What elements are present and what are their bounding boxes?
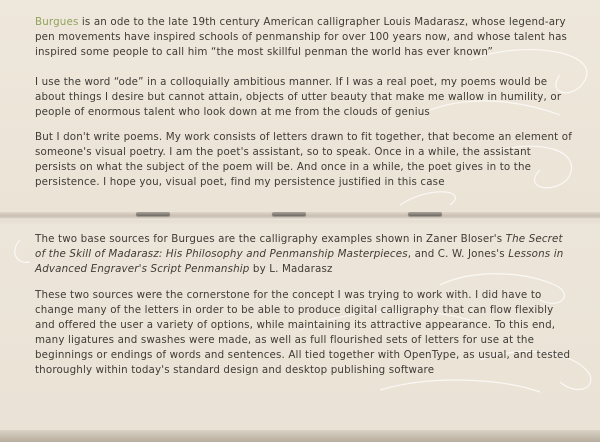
book-title: The Secret of the Skill of Madarasz: His Philosophy and Penmanship Masterpieces: [35, 233, 563, 260]
sources-text: The two base sources for Burgues are the calligraphy examples shown in Zaner Bloser's: [35, 233, 506, 245]
brand-name[interactable]: Burgues: [35, 16, 79, 28]
intro-paragraph: [35, 15, 573, 60]
ode-paragraph: I use the word “ode” in a colloquially ambitious manner. If I was a real poet, my poems would be about things I desire but cannot attain, objects of utter beauty that make me wallow in humility, or people of enormous talent who look down at me from the clouds of genius: [35, 76, 562, 118]
booklet-bottom-edge: [0, 430, 600, 442]
sources-paragraph: [35, 232, 573, 277]
sources-text: , and C. W. Jones's: [407, 248, 509, 260]
sources-text: by L. Madarasz: [249, 263, 333, 275]
staple: [408, 212, 442, 216]
poet-paragraph: But I don't write poems. My work consists of letters drawn to fit together, that become an element of someone's visual poetry. I am the poet's assistant, so to speak. Once in a while, the assistant persists on what the subject of the poem will be. And once in a while, the poet gives in to the persistence. I hope you, visual poet, find my persistence justified in this case: [35, 131, 573, 188]
book-title: Lessons in Advanced Engraver's Script Penmanship: [35, 248, 564, 275]
intro-text: is an ode to the late 19th century American calligrapher Louis Madarasz, whose legend-ary pen movements have inspired schools of penmanship for over 100 years now, and whose talent has inspired some people to call him “the most skillful penman the world has ever known”: [35, 16, 568, 58]
process-paragraph: These two sources were the cornerstone for the concept I was trying to work with. I did have to change many of the letters in order to be able to produce digital calligraphy that can flow flexibly and offered the user a variety of options, while maintaining its attractive appearance. To this end, many ligatures and swashes were made, as well as full flourished sets of letters for use at the beginnings or endings of words and sentences. All tied together with OpenType, as usual, and tested thoroughly within today's standard design and desktop publishing software: [35, 289, 571, 376]
staple: [136, 212, 170, 216]
staple: [272, 212, 306, 216]
